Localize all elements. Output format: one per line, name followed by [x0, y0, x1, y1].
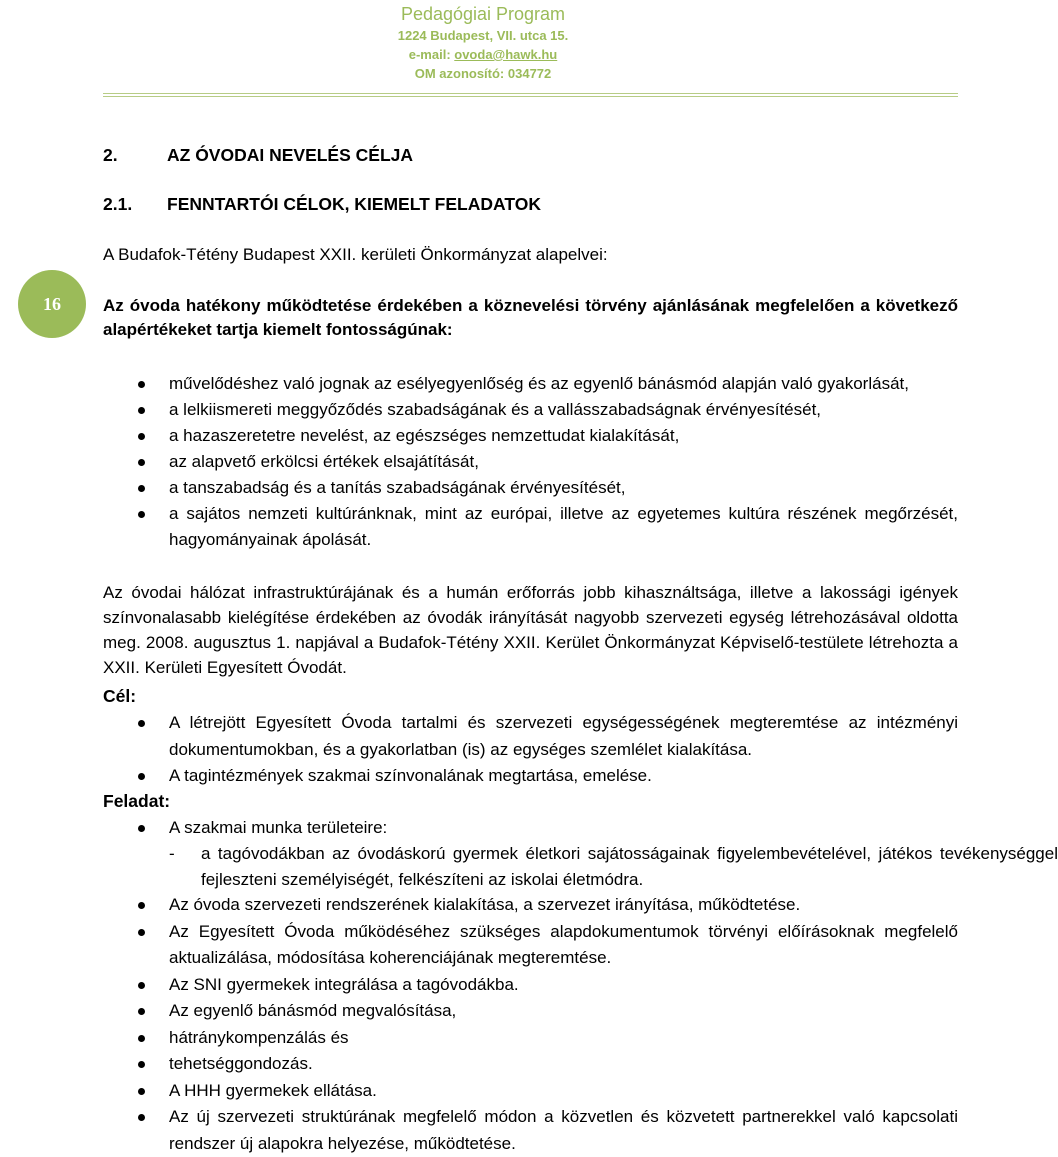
list-item: A tagintézmények szakmai színvonalának megtartása, emelése.: [103, 763, 958, 790]
body-paragraph: Az óvodai hálózat infrastruktúrájának és a humán erőforrás jobb kihasználtsága, illetve a lakossági igények színvonalasabb kielégítése érdekében az óvodák irányítását nagyobb szervezeti egység létrehozásával oldotta meg. 2008. augusztus 1. napjával a Budafok-Tétény XXII. Kerület Önkormányzat Képviselő-testülete létrehozta a XXII. Kerületi Egyesített Óvodát.: [103, 583, 958, 677]
list-item: a hazaszeretetre nevelést, az egészséges nemzettudat kialakítását,: [103, 423, 958, 449]
tasks-sub-item: [103, 841, 1058, 893]
list-item: Az óvoda szervezeti rendszerének kialakítása, a szervezet irányítása, működtetése.: [103, 892, 958, 919]
dash-marker: -: [169, 844, 175, 863]
subsection-number: 2.1.: [103, 194, 133, 214]
section-number: 2.: [103, 145, 118, 165]
header-title: Pedagógiai Program: [400, 4, 566, 24]
header-email-line: [353, 45, 613, 64]
header-address: 1224 Budapest, VII. utca 15.: [397, 28, 569, 43]
list-item: A létrejött Egyesített Óvoda tartalmi és szervezeti egységességének megteremtése az intézményi dokumentumokban, és a gyakorlatban (is) az egységes szemlélet kialakítása.: [103, 710, 958, 763]
list-item: Az SNI gyermekek integrálása a tagóvodákba.: [103, 972, 958, 999]
list-item: A szakmai munka területeire:: [103, 815, 958, 842]
list-item: a lelkiismereti meggyőződés szabadságának és a vallásszabadságnak érvényesítését,: [103, 397, 958, 423]
list-item: az alapvető erkölcsi értékek elsajátítását,: [103, 449, 958, 475]
list-item: Az egyenlő bánásmód megvalósítása,: [103, 998, 958, 1025]
list-item: a tanszabadság és a tanítás szabadságának érvényesítését,: [103, 475, 958, 501]
list-item: hátránykompenzálás és: [103, 1025, 958, 1052]
subsection-heading: [103, 192, 703, 216]
goal-list: [103, 710, 958, 790]
header-divider: [103, 93, 958, 97]
document-header: [353, 0, 613, 83]
tasks-list: [103, 815, 958, 842]
lead-text: Az óvoda hatékony működtetése érdekében a köznevelési törvény ajánlásának megfelelően a következő alapértékeket tartja kiemelt fontosságúnak:: [103, 296, 958, 339]
section-heading: [103, 143, 703, 167]
list-item: Az új szervezeti struktúrának megfelelő módon a közvetlen és közvetett partnerekkel való kapcsolati rendszer új alapokra helyezése, működtetése.: [103, 1104, 958, 1157]
list-item: művelődéshez való jognak az esélyegyenlőség és az egyenlő bánásmód alapján való gyakorlását,: [103, 371, 958, 397]
intro-text: A Budafok-Tétény Budapest XXII. kerületi Önkormányzat alapelvei:: [103, 245, 608, 264]
page-number-badge: 16: [18, 270, 86, 338]
tasks-label: Feladat:: [103, 791, 171, 811]
list-item: A HHH gyermekek ellátása.: [103, 1078, 958, 1105]
header-email-link[interactable]: ovoda@hawk.hu: [454, 47, 558, 62]
subsection-title: FENNTARTÓI CÉLOK, KIEMELT FELADATOK: [167, 194, 541, 214]
list-item: Az Egyesített Óvoda működéséhez szükséges alapdokumentumok törvényi előírásoknak megfelelő aktualizálása, módosítása koherenciájának megteremtése.: [103, 919, 958, 972]
tasks-list-continued: [103, 892, 958, 1157]
header-om-id: OM azonosító: 034772: [414, 66, 552, 81]
tasks-sub-text: a tagóvodákban az óvodáskorú gyermek életkori sajátosságainak figyelembevételével, játékos tevékenységgel fejleszteni személyiségét, felkészíteni az iskolai életmódra.: [201, 844, 1058, 889]
list-item: tehetséggondozás.: [103, 1051, 958, 1078]
values-list: [103, 371, 958, 553]
goal-label: Cél:: [103, 686, 137, 706]
header-email-prefix: e-mail:: [408, 47, 455, 62]
list-item: a sajátos nemzeti kultúránknak, mint az európai, illetve az egyetemes kultúra részének megőrzését, hagyományainak ápolását.: [103, 501, 958, 553]
section-title: AZ ÓVODAI NEVELÉS CÉLJA: [167, 145, 414, 165]
